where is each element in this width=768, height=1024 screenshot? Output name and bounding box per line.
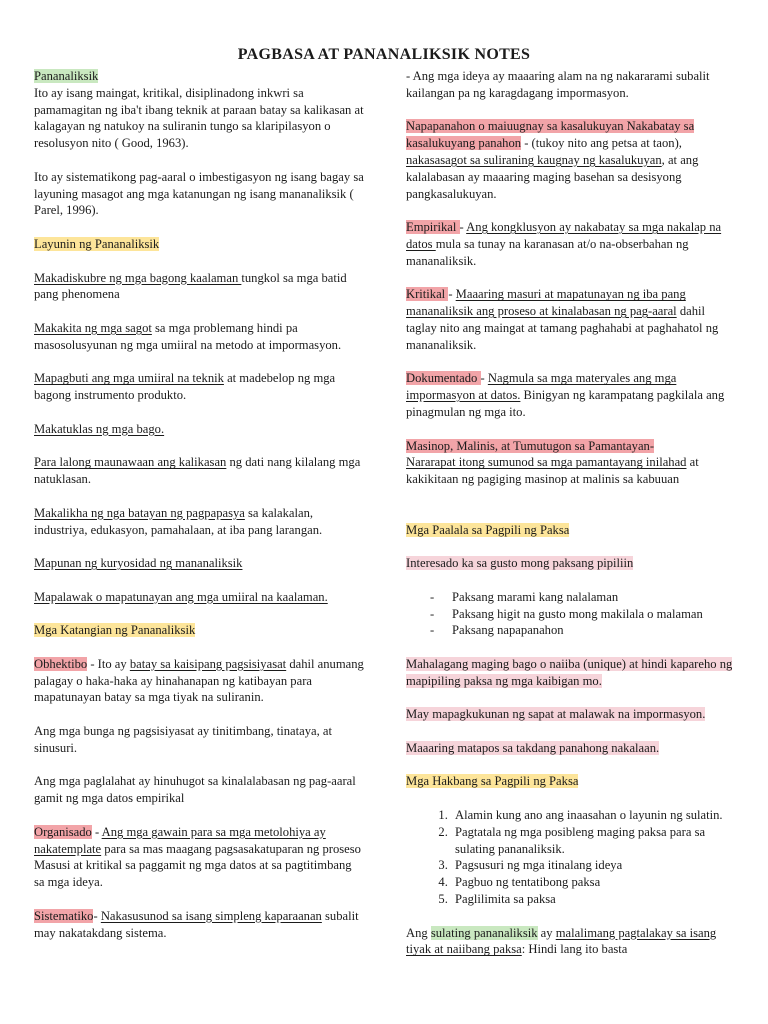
katangian-dokumentado: Dokumentado - Nagmula sa mga materyales ang mga impormasyon at datos. Binigyan ng karampatang pagkilala ang pinagmulan ng mga ito.	[406, 371, 725, 419]
katangian-organisado: Organisado - Ang mga gawain para sa mga metolohiya ay nakatemplate para sa mas maagang pagsasakatuparan ng proseso Masusi at kritikal sa paggamit ng mga datos at sa pagtitimbang sa mga ideya.	[34, 824, 361, 890]
layunin-item: Mapalawak o mapatunayan ang mga umiiral na kaalaman.	[34, 589, 328, 604]
list-item: 5. Paglilimita sa paksa	[451, 891, 736, 908]
paalala-interesado: Interesado ka sa gusto mong paksang pipiliin	[406, 556, 634, 571]
heading-paalala: Mga Paalala sa Pagpili ng Paksa	[406, 522, 570, 537]
layunin-item: Makalikha ng nga batayan ng pagpapasya sa kalakalan, industriya, edukasyon, pamahalaan, at iba pang larangan.	[34, 505, 323, 537]
katangian-masinop: Masinop, Malinis, at Tumutugon sa Pamantayan- Nararapat itong sumunod sa mga pamantayang inilahad at kakikitaan ng pagiging masinop at malinis sa kabuuan	[406, 438, 699, 487]
list-item: 3. Pagsusuri ng mga itinalang ideya	[451, 857, 736, 874]
list-item: 2. Pagtatala ng mga posibleng maging paksa para sa sulating pananaliksik.	[451, 824, 736, 858]
page-title: PAGBASA AT PANANALIKSIK NOTES	[237, 46, 531, 63]
definition-good: Ito ay isang maingat, kritikal, disiplinadong inkwri sa pamamagitan ng iba't ibang teknik at paraan batay sa kalikasan at kalagayan ng natukoy na suliranin tungo sa klaripilasyon o resolusyon nito ( Good, 1963).	[34, 85, 364, 151]
right-column	[406, 68, 736, 975]
katangian-sistematiko: Sistematiko- Nakasusunod sa isang simpleng kaparaanan subalit may nakatakdang sistema.	[34, 908, 359, 940]
list-item: 4. Pagbuo ng tentatibong paksa	[451, 874, 736, 891]
continuation-text: - Ang mga ideya ay maaaring alam na ng nakararami subalit kailangan pa ng karagdagang impormasyon.	[406, 69, 710, 100]
heading-katangian: Mga Katangian ng Pananaliksik	[34, 623, 196, 638]
layunin-item: Para lalong maunawaan ang kalikasan ng dati nang kilalang mga natuklasan.	[34, 455, 361, 487]
definition-parel: Ito ay sistematikong pag-aaral o imbestigasyon ng isang bagay sa layuning masagot ang mga katanungan ng isang mananaliksik ( Parel, 1996).	[34, 169, 364, 218]
paalala-mapagkukunan: May mapagkukunan ng sapat at malawak na impormasyon.	[406, 707, 706, 722]
heading-layunin: Layunin ng Pananaliksik	[34, 236, 160, 251]
list-item: 1. Alamin kung ano ang inaasahan o layunin ng sulatin.	[451, 807, 736, 824]
paalala-matapos: Maaaring matapos sa takdang panahong nakalaan.	[406, 740, 660, 755]
left-column	[34, 68, 364, 958]
paalala-mahalaga: Mahalagang maging bago o naiiba (unique) at hindi kapareho ng mapipiling paksa ng mga kaibigan mo.	[406, 656, 733, 688]
obhektibo-paglalahat: Ang mga paglalahat ay hinuhugot sa kinalalabasan ng pag-aaral gamit ng mga datos empirikal	[34, 774, 356, 806]
layunin-item: Makadiskubre ng mga bagong kaalaman tungkol sa mga batid pang phenomena	[34, 270, 347, 302]
katangian-empirikal: Empirikal - Ang kongklusyon ay nakabatay sa mga nakalap na datos mula sa tunay na karanasan at/o na-obserbahan ng mananaliksik.	[406, 220, 722, 268]
katangian-napapanahon: Napapanahon o maiuugnay sa kasalukuyan Nakabatay sa kasalukuyang panahon - (tukoy nito ang petsa at taon), nakasasagot sa suliraning kaugnay ng kasalukuyan, at ang kalalabasan ay maaaring maging basehan sa desisyong pangkasalukuyan.	[406, 119, 699, 201]
layunin-item: Makakita ng mga sagot sa mga problemang hindi pa masosolusyunan ng mga umiiral na metodo at impormasyon.	[34, 320, 342, 352]
katangian-obhektibo: Obhektibo - Ito ay batay sa kaisipang pagsisiyasat dahil anumang palagay o haka-haka ay hinahanapan ng katibayan para mapatunayan batay sa mga tiyak na suliranin.	[34, 656, 364, 705]
paksa-list	[406, 589, 736, 639]
katangian-kritikal: Kritikal - Maaaring masuri at mapatunayan ng iba pang mananaliksik ang proseso at kinalabasan ng pag-aaral dahil taglay nito ang maingat at tamang paghahabi at paghahatol ng mananaliksik.	[406, 287, 719, 352]
layunin-item: Mapunan ng kuryosidad ng mananaliksik	[34, 556, 243, 571]
heading-pananaliksik: Pananaliksik	[34, 69, 99, 83]
list-item: - Paksang higit na gusto mong makilala o malaman	[430, 606, 736, 623]
obhektibo-bunga: Ang mga bunga ng pagsisiyasat ay tinitimbang, tinataya, at sinusuri.	[34, 724, 332, 755]
sulating-pananaliksik-definition: Ang sulating pananaliksik ay malalimang pagtalakay sa isang tiyak at naiibang paksa: Hindi lang ito basta	[406, 925, 717, 957]
list-item: - Paksang napapanahon	[430, 622, 736, 639]
layunin-item: Makatuklas ng mga bago.	[34, 421, 165, 436]
hakbang-list	[406, 807, 736, 908]
list-item: - Paksang marami kang nalalaman	[430, 589, 736, 606]
layunin-item: Mapagbuti ang mga umiiral na teknik at madebelop ng mga bagong instrumento produkto.	[34, 371, 336, 403]
heading-hakbang: Mga Hakbang sa Pagpili ng Paksa	[406, 774, 579, 789]
